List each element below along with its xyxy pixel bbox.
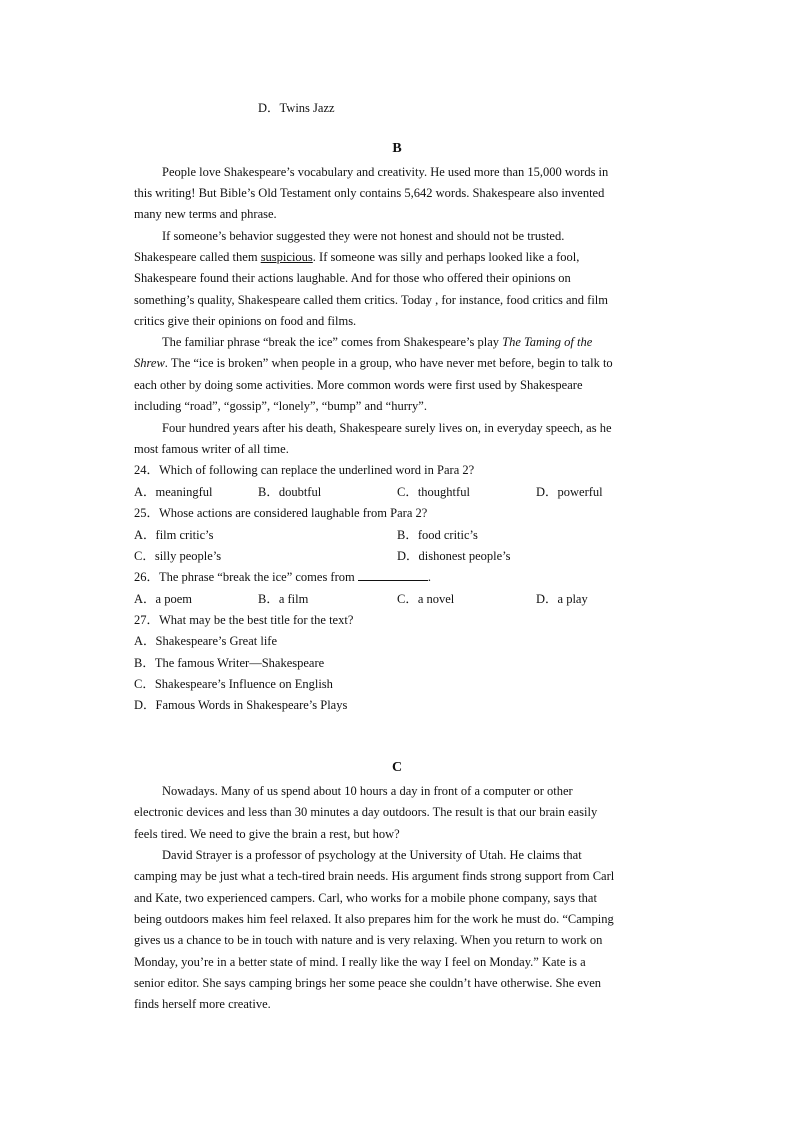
b-p1-line1: People love Shakespeare’s vocabulary and creativity. He used more than 15,000 words in: [162, 165, 609, 179]
b-p4-line2: most famous writer of all time.: [134, 442, 289, 456]
b-p2-text: . If someone was silly and perhaps looked like a fool,: [312, 250, 580, 264]
q27-option-d[interactable]: D．Famous Words in Shakespeare’s Plays: [134, 698, 348, 712]
c-p2-line7: senior editor. She says camping brings her some peace she couldn’t have otherwise. She even: [134, 976, 602, 990]
c-p2-line6: Monday, you’re in a better state of mind. I really like the way I feel on Monday.” Kate is a: [134, 955, 586, 969]
underlined-word: suspicious: [260, 250, 313, 264]
q26-option-a[interactable]: A．a poem: [134, 592, 192, 606]
q25-option-c[interactable]: C．silly people’s: [134, 549, 222, 563]
answer-blank: [358, 568, 428, 581]
b-p1-line3: many new terms and phrase.: [134, 207, 277, 221]
section-c-heading: C: [391, 760, 403, 775]
q26-option-d[interactable]: D．a play: [536, 592, 588, 606]
q26-stem-text: 26．The phrase “break the ice” comes from: [134, 570, 355, 584]
q27-option-b[interactable]: B．The famous Writer—Shakespeare: [134, 656, 325, 670]
b-p4-line1: Four hundred years after his death, Shakespeare surely lives on, in everyday speech, as he: [162, 421, 612, 435]
b-p3-text: . The “ice is broken” when people in a group, who have never met before, begin to talk to: [164, 356, 613, 370]
c-p2-line2: camping may be just what a tech-tired brain needs. His argument finds strong support from Carl: [134, 869, 615, 883]
c-p2-line8: finds herself more creative.: [134, 997, 271, 1011]
q27-option-a[interactable]: A．Shakespeare’s Great life: [134, 634, 277, 648]
b-p2-line3: Shakespeare found their actions laughable. And for those who offered their opinions on: [134, 271, 571, 285]
b-p2-line4: something’s quality, Shakespeare called them critics. Today , for instance, food critics and film: [134, 293, 608, 307]
q25-option-a[interactable]: A．film critic’s: [134, 528, 214, 542]
b-p3-text: The familiar phrase “break the ice” comes from Shakespeare’s play: [162, 335, 503, 349]
q26-stem-end: .: [427, 570, 431, 584]
q24-option-d[interactable]: D．powerful: [536, 485, 603, 499]
c-p2-line5: gives us a chance to be in touch with nature and is very relaxing. When you return to work on: [134, 933, 603, 947]
q26-option-c[interactable]: C．a novel: [397, 592, 455, 606]
q26-stem: [134, 567, 674, 588]
b-p2-line2: [134, 247, 674, 268]
c-p2-line4: being outdoors makes him feel relaxed. It also prepares him for the work he must do. “Camping: [134, 912, 614, 926]
b-p2-line5: critics give their opinions on food and films.: [134, 314, 357, 328]
c-p2-line1: David Strayer is a professor of psychology at the University of Utah. He claims that: [162, 848, 582, 862]
q27-stem: 27．What may be the best title for the text?: [134, 613, 354, 627]
c-p1-line1: Nowadays. Many of us spend about 10 hours a day in front of a computer or other: [162, 784, 573, 798]
q25-option-b[interactable]: B．food critic’s: [397, 528, 478, 542]
prev-option-d: D．Twins Jazz: [258, 101, 335, 115]
b-p3-line4: including “road”, “gossip”, “lonely”, “bump” and “hurry”.: [134, 399, 427, 413]
play-title: Shrew: [134, 356, 165, 370]
b-p2-line1: If someone’s behavior suggested they were not honest and should not be trusted.: [162, 229, 565, 243]
q24-option-c[interactable]: C．thoughtful: [397, 485, 470, 499]
play-title: The Taming of the: [502, 335, 593, 349]
q24-stem: 24．Which of following can replace the underlined word in Para 2?: [134, 463, 475, 477]
q27-option-c[interactable]: C．Shakespeare’s Influence on English: [134, 677, 333, 691]
q26-option-b[interactable]: B．a film: [258, 592, 309, 606]
c-p1-line3: feels tired. We need to give the brain a rest, but how?: [134, 827, 400, 841]
q24-option-a[interactable]: A．meaningful: [134, 485, 213, 499]
b-p3-line2: [134, 353, 674, 374]
q24-option-b[interactable]: B．doubtful: [258, 485, 322, 499]
b-p2-text: Shakespeare called them: [134, 250, 261, 264]
b-p1-line2: this writing! But Bible’s Old Testament only contains 5,642 words. Shakespeare also invented: [134, 186, 605, 200]
c-p2-line3: and Kate, two experienced campers. Carl, who works for a mobile phone company, says that: [134, 891, 597, 905]
section-b-heading: B: [392, 141, 402, 156]
q25-stem: 25．Whose actions are considered laughable from Para 2?: [134, 506, 428, 520]
b-p3-line1: [162, 332, 674, 353]
q25-option-d[interactable]: D．dishonest people’s: [397, 549, 511, 563]
c-p1-line2: electronic devices and less than 30 minutes a day outdoors. The result is that our brain easily: [134, 805, 598, 819]
b-p3-line3: each other by doing some activities. More common words were first used by Shakespeare: [134, 378, 583, 392]
